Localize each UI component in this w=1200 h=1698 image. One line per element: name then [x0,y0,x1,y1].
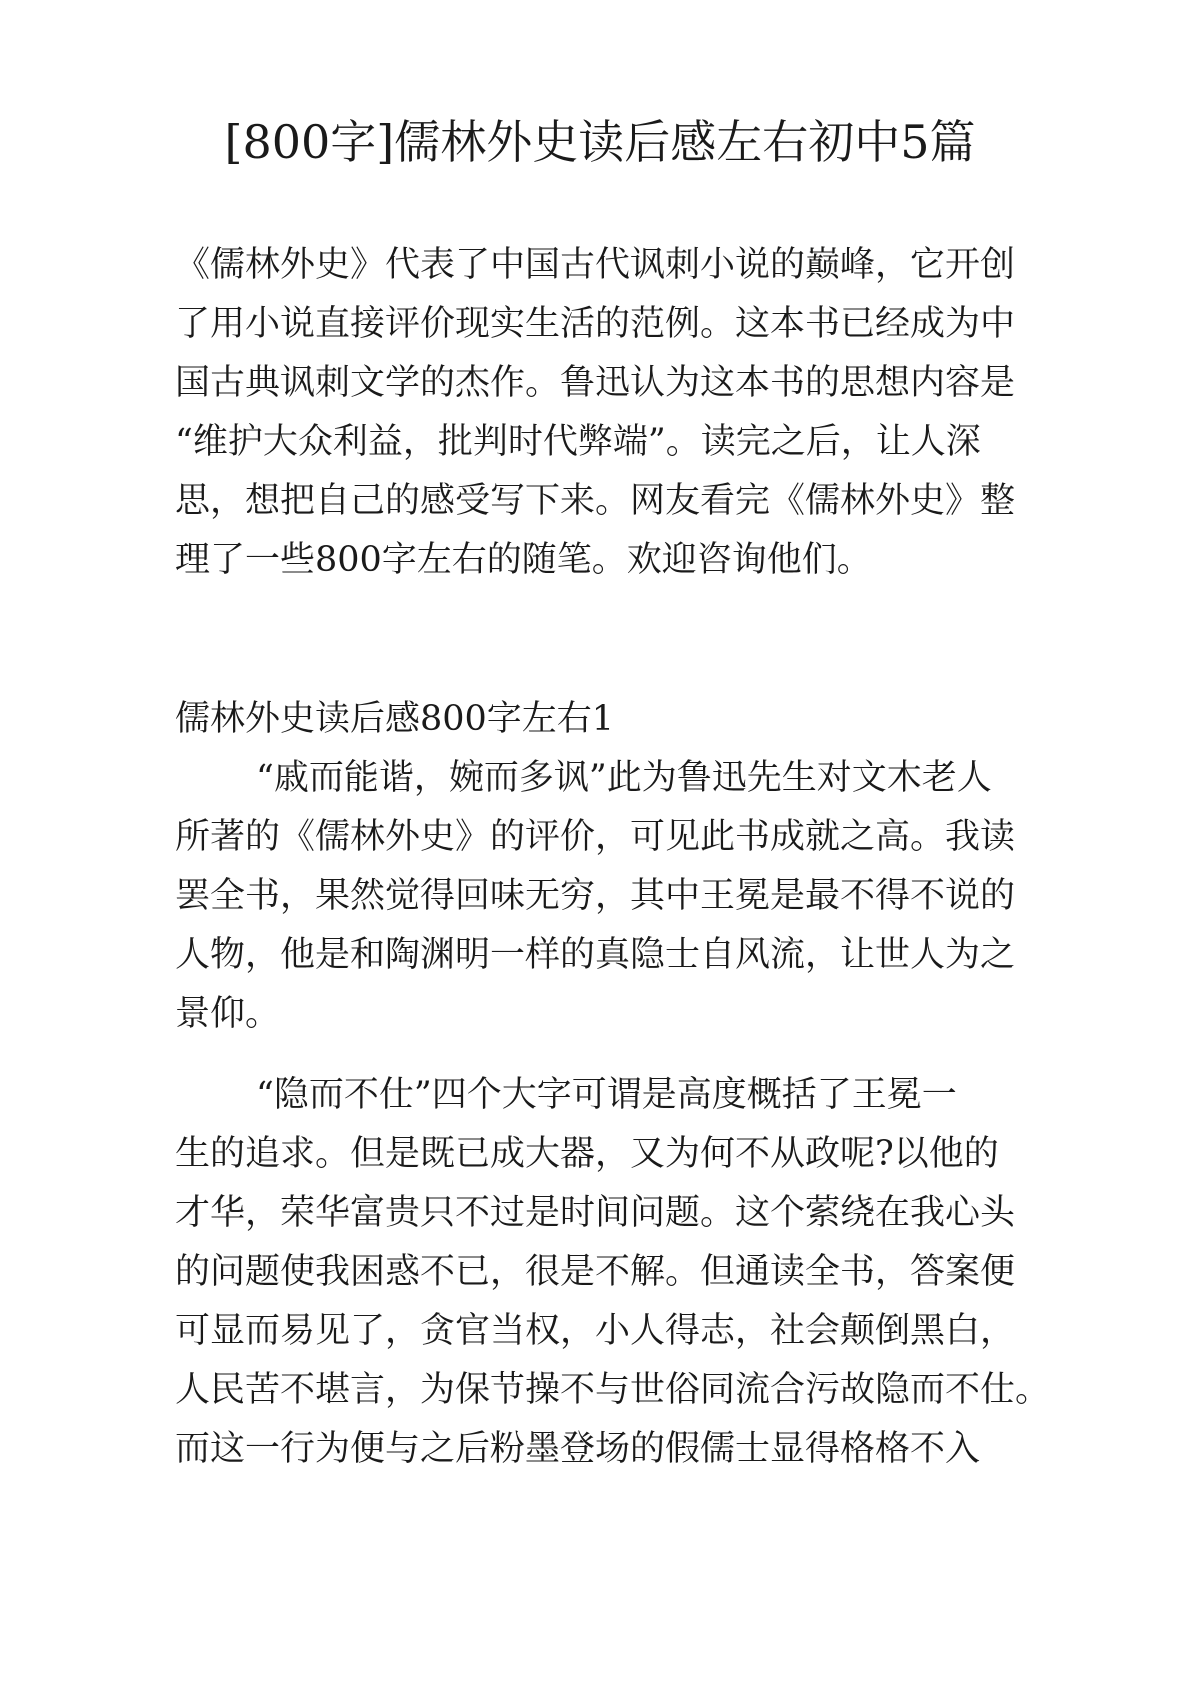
section-heading: 儒林外史读后感800字左右1 [175,699,615,739]
paragraph-line: 所著的《儒林外史》的评价，可见此书成就之高。我读 [175,817,1016,857]
document-title: [800字]儒林外史读后感左右初中5篇 [224,115,976,169]
intro-line: 理了一些800字左右的随笔。欢迎咨询他们。 [175,540,872,580]
paragraph-2 [175,1066,1050,1479]
paragraph-line: 而这一行为便与之后粉墨登场的假儒士显得格格不入 [175,1429,981,1469]
paragraph-line: 人物，他是和陶渊明一样的真隐士自风流，让世人为之 [175,935,1016,975]
intro-paragraph [175,236,1015,590]
paragraph-line: 的问题使我困惑不已，很是不解。但通读全书，答案便 [175,1252,1016,1292]
paragraph-line: 人民苦不堪言，为保节操不与世俗同流合污故隐而不仕。 [175,1370,1051,1410]
intro-line: 《儒林外史》代表了中国古代讽刺小说的巅峰，它开创 [175,245,1016,285]
paragraph-line: 生的追求。但是既已成大器，又为何不从政呢?以他的 [175,1134,999,1174]
paragraph-1 [175,749,1015,1044]
paragraph-line: “隐而不仕”四个大字可谓是高度概括了王冕一 [256,1075,957,1115]
paragraph-line: 可显而易见了，贪官当权，小人得志，社会颠倒黑白， [175,1311,1016,1351]
intro-line: 国古典讽刺文学的杰作。鲁迅认为这本书的思想内容是 [175,363,1016,403]
intro-line: 思，想把自己的感受写下来。网友看完《儒林外史》整 [175,481,1016,521]
paragraph-line: 景仰。 [175,994,281,1034]
intro-line: 了用小说直接评价现实生活的范例。这本书已经成为中 [175,304,1016,344]
paragraph-line: 才华，荣华富贵只不过是时间问题。这个萦绕在我心头 [175,1193,1016,1233]
intro-line: “维护大众利益，批判时代弊端”。读完之后，让人深 [175,422,981,462]
paragraph-line: 罢全书，果然觉得回味无穷，其中王冕是最不得不说的 [175,876,1016,916]
paragraph-line: “戚而能谐，婉而多讽”此为鲁迅先生对文木老人 [256,758,992,798]
section-heading-block [175,690,614,749]
